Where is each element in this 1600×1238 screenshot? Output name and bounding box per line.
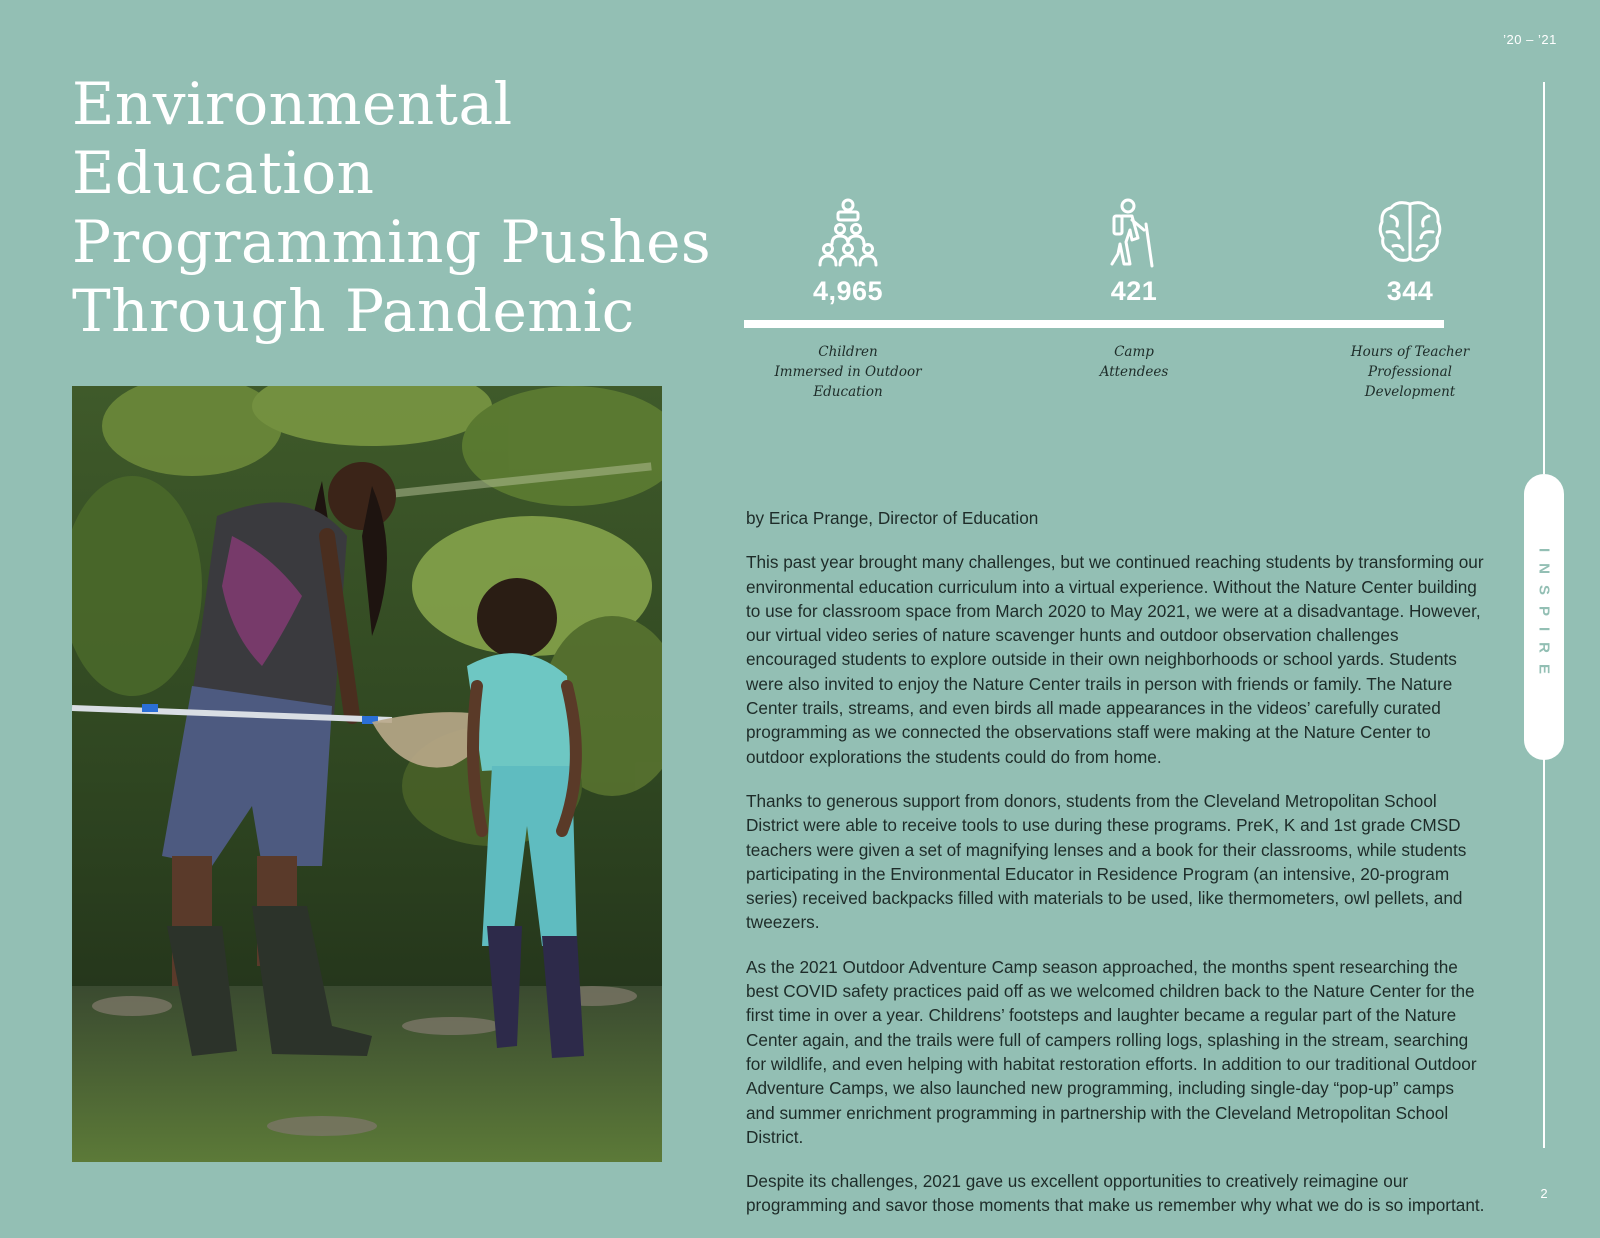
sidebar-rule-bottom xyxy=(1543,758,1545,1148)
stat-value: 4,965 xyxy=(812,276,884,306)
stat-children xyxy=(758,190,938,400)
sidebar-rule-top xyxy=(1543,82,1545,474)
year-range-label: ’20 – ’21 xyxy=(1503,32,1557,47)
article-body xyxy=(746,506,1486,1238)
section-tab xyxy=(1524,474,1564,760)
stat-teacher-hours xyxy=(1320,190,1500,400)
page-title xyxy=(72,70,732,346)
title-line: Through Pandemic xyxy=(72,277,635,345)
stats-divider xyxy=(744,320,1444,328)
stat-value: 421 xyxy=(1110,276,1158,306)
article-byline: by Erica Prange, Director of Education xyxy=(746,508,1039,528)
title-line: Environmental xyxy=(72,70,513,138)
title-line: Education xyxy=(72,139,375,207)
classroom-group-icon xyxy=(758,190,938,268)
stream-photo-illustration xyxy=(72,386,662,1162)
stat-camp-attendees xyxy=(1044,190,1224,380)
stat-label: Camp Attendees xyxy=(1099,344,1169,380)
article-paragraph: This past year brought many challenges, but we continued reaching students by transforming our environmental education curriculum into a virtual experience. Without the Nature Center building to use for classroom space from March 2020 to May 2021, we were at a disadvantage. However, our virtual video series of nature scavenger hunts and outdoor observation challenges encouraged students to explore outside in their own neighborhoods or school yards. Students were also invited to enjoy the Nature Center trails in person with friends or family. The Nature Center trails, streams, and even birds all made appearances in the videos’ carefully curated programming as we connected the observations staff were making at the Nature Center to outdoor explorations the students could do from home. xyxy=(746,552,1484,767)
brain-icon xyxy=(1320,190,1500,268)
stat-label: Children Immersed in Outdoor Education xyxy=(774,344,922,400)
hiker-icon xyxy=(1044,190,1224,268)
page-number: 2 xyxy=(1540,1186,1548,1201)
article-paragraph: As the 2021 Outdoor Adventure Camp season approached, the months spent researching the best COVID safety practices paid off as we welcomed children back to the Nature Center for the first time in over a year. Childrens’ footsteps and laughter became a regular part of the Nature Center again, and the trails were full of campers rolling logs, splashing in the stream, searching for wildlife, and even helping with habitat restoration efforts. In addition to our traditional Outdoor Adventure Camps, we also launched new programming, including single-day “pop-up” camps and summer enrichment programming in partnership with the Cleveland Metropolitan School District. xyxy=(746,956,1477,1147)
stat-value: 344 xyxy=(1386,276,1434,306)
article-paragraph: Thanks to generous support from donors, students from the Cleveland Metropolitan School District were able to receive tools to use during these programs. PreK, K and 1st grade CMSD teachers were given a set of magnifying lenses and a book for their classrooms, while students participating in the Environmental Educator in Residence Program (an intensive, 20-program series) received backpacks filled with materials to be used, like thermometers, owl pellets, and tweezers. xyxy=(746,790,1467,933)
stats-panel xyxy=(744,190,1470,410)
article-paragraph: Despite its challenges, 2021 gave us excellent opportunities to creatively reimagine our programming and savor those moments that make us remember why what we do is so important. xyxy=(746,1171,1485,1216)
photo-stream-netting xyxy=(72,386,662,1162)
title-line: Programming Pushes xyxy=(72,208,712,276)
section-tab-label: INSPIRE xyxy=(1535,548,1553,686)
stat-label: Hours of Teacher Professional Development xyxy=(1350,344,1470,400)
